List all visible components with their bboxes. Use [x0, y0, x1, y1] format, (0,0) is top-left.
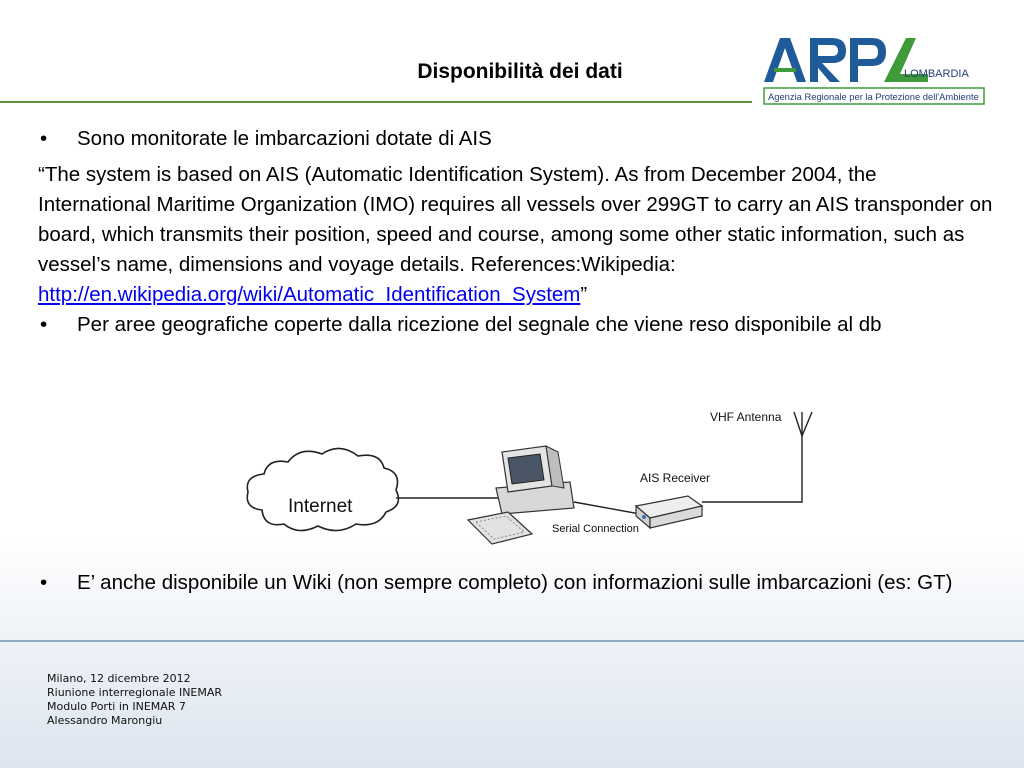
title-divider	[0, 101, 752, 103]
logo-tagline: Agenzia Regionale per la Protezione dell'Ambiente	[768, 91, 979, 102]
ais-receiver-icon	[636, 496, 702, 528]
quote-paragraph	[38, 160, 993, 310]
bullet-marker: •	[40, 313, 48, 336]
arpa-lombardia-logo	[760, 30, 986, 110]
wikipedia-link[interactable]: http://en.wikipedia.org/wiki/Automatic_Identification_System	[38, 283, 581, 306]
bullet-marker: •	[40, 127, 48, 150]
bullet-marker: •	[40, 571, 48, 594]
bullet-item	[38, 310, 993, 340]
footer-author: Alessandro Marongiu	[47, 714, 163, 727]
footer-divider	[0, 640, 1024, 642]
footer-meeting: Riunione interregionale INEMAR	[47, 686, 223, 699]
bullet-text: E’ anche disponibile un Wiki (non sempre completo) con informazioni sulle imbarcazioni (es: GT)	[77, 571, 953, 594]
slide-title: Disponibilità dei dati	[417, 60, 623, 83]
bullet-item	[38, 124, 993, 154]
slide-body	[38, 124, 993, 340]
bullet-text: Sono monitorate le imbarcazioni dotate di AIS	[77, 127, 492, 150]
quote-text: “The system is based on AIS (Automatic Identification System). As from December 2004, the International Maritime Organization (IMO) requires all vessels over 299GT to carry an AIS transponder on board, which transmits their position, speed and course, among some other static information, such as vessel’s name, dimensions and voyage details. References:Wikipedia:	[38, 163, 993, 276]
bullet-text: Per aree geografiche coperte dalla ricezione del segnale che viene reso disponibile al db	[77, 313, 882, 336]
internet-label: Internet	[288, 496, 353, 517]
bullet-item	[38, 568, 993, 598]
connection-label: Serial Connection	[552, 523, 639, 535]
footer-module: Modulo Porti in INEMAR 7	[47, 700, 186, 713]
antenna-label: VHF Antenna	[710, 410, 782, 424]
quote-close: ”	[580, 283, 588, 306]
receiver-label: AIS Receiver	[640, 471, 711, 485]
internet-cloud	[247, 448, 398, 530]
footer-date: Milano, 12 dicembre 2012	[47, 672, 191, 685]
ais-diagram	[240, 402, 840, 562]
slide-footer	[47, 672, 222, 728]
logo-region: LOMBARDIA	[904, 68, 969, 80]
vhf-antenna-icon	[794, 412, 812, 436]
